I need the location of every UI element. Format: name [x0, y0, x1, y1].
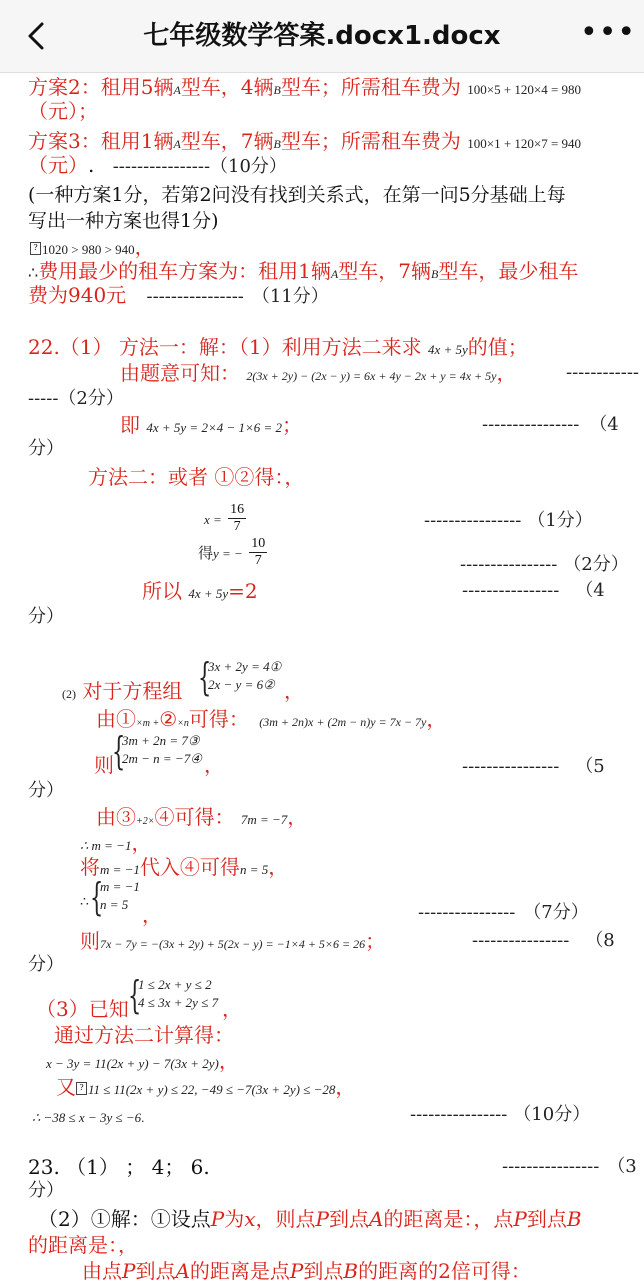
text: 费为940元: [28, 283, 127, 307]
q22-score-10: [410, 1102, 590, 1128]
missing-glyph-icon: ?: [30, 242, 41, 255]
equation-system: [122, 732, 202, 768]
formula: 7m = −7: [240, 812, 288, 827]
text: 则: [94, 753, 114, 777]
identity-line: [46, 1048, 239, 1077]
equation-system: [208, 658, 281, 694]
formula: (3m + 2n)x + (2m − n)y = 7x − 7y: [259, 715, 427, 729]
missing-glyph-icon: ?: [76, 1082, 87, 1095]
score-mark: （1分）: [527, 510, 593, 531]
text: ，: [134, 235, 155, 259]
text: ×n: [177, 718, 189, 729]
score-dashes: ------------: [566, 362, 639, 383]
point-label: A: [368, 1207, 384, 1231]
score-unit: 分）: [28, 954, 64, 975]
text: 到点: [135, 1259, 176, 1280]
point-label: P: [315, 1207, 329, 1231]
text: (一种方案1分，若第2问没有找到关系式，在第一问5分基础上每: [28, 184, 566, 206]
text: ×m +: [136, 718, 160, 729]
range-result-line: [32, 1102, 144, 1131]
text: （元）: [28, 153, 88, 177]
back-button[interactable]: [16, 14, 56, 58]
formula: 1020 > 980 > 940: [42, 242, 135, 257]
text: 代入④可得: [139, 855, 240, 879]
score-dashes: ----------------: [472, 930, 570, 951]
plan-3-unit: [28, 152, 287, 180]
point-label: B: [343, 1259, 359, 1280]
formula: x =: [204, 512, 222, 527]
fraction: [228, 502, 246, 535]
more-dots-icon: •••: [580, 15, 637, 50]
point-label: P: [210, 1207, 225, 1231]
text: +2×: [136, 816, 155, 827]
document-page: [0, 72, 644, 1280]
text: .: [141, 1110, 145, 1125]
text: 由①: [96, 707, 136, 731]
q23-part-2-line: [38, 1206, 582, 1232]
therefore-symbol: ∴: [28, 265, 39, 282]
text: 将: [80, 855, 100, 879]
text: (2): [62, 687, 76, 701]
text: ，: [496, 361, 517, 385]
plan-2-unit: [28, 98, 98, 124]
equation: 2x − y = 6②: [208, 677, 275, 692]
text: A: [173, 83, 181, 97]
text: （元）；: [28, 99, 98, 123]
score-mark: （4: [589, 414, 619, 435]
score-unit: 分）: [28, 438, 64, 459]
text: 通过方法二计算得：: [54, 1023, 234, 1047]
text: B: [273, 137, 281, 151]
score-mark: （11分）: [251, 286, 329, 307]
point-label: B: [566, 1207, 582, 1231]
solve-x: [204, 502, 246, 535]
formula: 100×1 + 120×7 = 940: [467, 136, 582, 151]
score-dashes: ----------------: [502, 1156, 600, 1177]
conclusion-cost: [28, 282, 329, 310]
text: ，: [222, 997, 242, 1021]
text: 型车，7辆: [338, 259, 431, 283]
text: 可得：: [188, 707, 249, 731]
equation: n = 5: [100, 897, 129, 912]
text: 型车；所需租车费为: [280, 75, 461, 99]
score-mark: （2分）: [58, 388, 124, 409]
equation: 3x + 2y = 4①: [208, 659, 282, 674]
text: 的距离是点: [189, 1259, 290, 1280]
text: 所以: [142, 579, 182, 603]
text: ，: [335, 1075, 356, 1099]
more-options-button[interactable]: [580, 15, 637, 56]
text: 到点: [526, 1207, 567, 1231]
text: ，: [426, 707, 447, 731]
q22-derivation: [120, 360, 516, 389]
text: 得: [198, 544, 214, 562]
point-label: P: [513, 1207, 527, 1231]
brace: {: [128, 973, 142, 1017]
formula: 4x + 5y: [427, 342, 468, 357]
text: 即: [120, 413, 140, 437]
score-dashes: ----------------: [462, 580, 560, 601]
score-mark: （10分）: [210, 156, 287, 177]
q22-score-4: [482, 412, 619, 438]
brace: {: [198, 655, 212, 699]
final-value-line: [80, 928, 385, 957]
score-mark: （7分）: [523, 902, 589, 923]
text: 的距离是：，: [28, 1233, 138, 1257]
numerator: 10: [251, 536, 266, 551]
formula: m = −1: [100, 862, 140, 877]
solution-system: [100, 878, 140, 914]
text: 到点: [328, 1207, 369, 1231]
formula: 4x + 5y: [188, 586, 229, 601]
inequality-system: [138, 976, 218, 1012]
q22-result: [120, 412, 302, 441]
point-label: P: [122, 1259, 136, 1280]
q23-heading: [28, 1154, 210, 1180]
plan-2-line: [28, 74, 581, 103]
text: 的值；: [467, 335, 528, 359]
bounds-line: [56, 1074, 355, 1103]
text: ，: [204, 753, 224, 777]
score-mark: （3: [607, 1156, 637, 1177]
numerator: 16: [230, 502, 245, 517]
text: 的距离是：，点: [383, 1207, 514, 1231]
variable: x: [244, 1207, 256, 1231]
text: ，: [268, 855, 289, 879]
inequality: 1 ≤ 2x + y ≤ 2: [138, 977, 212, 992]
text: ，: [284, 679, 304, 703]
document-title: 七年级数学答案.docx1.docx: [143, 21, 501, 51]
score-mark: （4: [575, 580, 605, 601]
text: 22.（1） 方法一：解：（1）利用方法二来求: [28, 335, 422, 359]
text: B: [273, 83, 281, 97]
q22-score-2b: [460, 552, 629, 578]
score-mark: （5: [575, 756, 605, 777]
formula: ∴ −38 ≤ x − 3y ≤ −6: [32, 1110, 142, 1125]
formula: 11 ≤ 11(2x + y) ≤ 22, −49 ≤ −7(3x + 2y) ≤ −28: [88, 1082, 336, 1097]
text: A: [173, 137, 181, 151]
solve-y: [198, 536, 267, 569]
score-unit: 分）: [28, 780, 64, 801]
note-line-1: [28, 182, 566, 208]
text: ，: [131, 831, 152, 855]
formula: n = 5: [239, 862, 269, 877]
brace: {: [90, 875, 104, 919]
denominator: 7: [254, 553, 262, 568]
score-mark: （8: [585, 930, 615, 951]
score-dashes: ----------------: [146, 286, 244, 307]
text: 由题意可知：: [120, 361, 240, 385]
text: 的距离的2倍可得：: [358, 1259, 531, 1280]
method-two-calc: [54, 1022, 234, 1048]
method-two-line: [88, 464, 304, 490]
text: ，: [287, 805, 308, 829]
text: .: [88, 153, 95, 177]
text: 又: [56, 1075, 76, 1099]
text: 为: [224, 1207, 245, 1231]
text: 费用最少的租车方案为：租用1辆: [38, 259, 331, 283]
text: 方案3：租用1辆: [28, 129, 174, 153]
text: ，: [218, 1049, 239, 1073]
fraction: [249, 536, 267, 569]
formula: x − 3y = 11(2x + y) − 7(3x + 2y): [46, 1056, 219, 1071]
q23-distance-b: [28, 1232, 138, 1258]
text: 方法二：或者 ①②得：，: [88, 465, 305, 489]
formula: 100×5 + 120×4 = 980: [467, 82, 582, 97]
score-dashes: ----------------: [410, 1104, 508, 1125]
text: 型车，最少租车: [438, 259, 579, 283]
score-unit: 分）: [28, 1180, 64, 1201]
formula: ∴ m = −1: [80, 838, 132, 853]
formula: 4x + 5y = 2×4 − 1×6 = 2: [146, 420, 283, 435]
formula: y = −: [213, 546, 243, 561]
score-dashes: ----------------: [112, 156, 211, 177]
text: 对于方程组: [82, 679, 183, 703]
score-dashes: -----: [28, 388, 59, 409]
text: ；: [282, 413, 303, 437]
text: A: [330, 267, 339, 281]
text: 由③: [96, 805, 136, 829]
equation: m = −1: [100, 879, 140, 894]
inequality: 4 ≤ 3x + 2y ≤ 7: [138, 995, 219, 1010]
q22-score-5: [462, 754, 605, 780]
score-dashes: ----------------: [460, 554, 558, 575]
formula: 2(3x + 2y) − (2x − y) = 6x + 4y − 2x + y = 4x + 5y: [246, 369, 497, 383]
q23-score-3: [502, 1154, 637, 1180]
q22-score-4b: [462, 578, 605, 604]
method-two-result: [142, 578, 258, 607]
text: 型车；所需租车费为: [280, 129, 461, 153]
brace: {: [112, 729, 126, 773]
text: （2）①解：①设点: [38, 1207, 211, 1231]
text: 方案2：租用5辆: [28, 75, 174, 99]
point-label: P: [289, 1259, 304, 1280]
formula: 7x − 7y = −(3x + 2y) + 5(2x − y) = −1×4 + 5×6 = 26: [100, 937, 366, 951]
score-mark: （2分）: [563, 554, 629, 575]
part-2-label: [62, 678, 182, 707]
text: 型车，7辆: [180, 129, 274, 153]
equation: 2m − n = −7④: [122, 751, 202, 766]
text: 型车，4辆: [180, 75, 274, 99]
note-line-2: [28, 208, 219, 234]
text: ②: [159, 707, 178, 731]
q22-score-2: [28, 386, 124, 412]
q22-score-1: [424, 508, 593, 534]
score-dashes: ----------------: [482, 414, 580, 435]
text: 23. （1） ； 4； 6.: [28, 1155, 210, 1179]
point-label: A: [175, 1259, 190, 1280]
text: 写出一种方案也得1分): [28, 210, 219, 232]
score-dashes: ----------------: [424, 510, 522, 531]
q22-heading: [28, 334, 528, 363]
denominator: 7: [233, 519, 241, 534]
text: ，则点: [255, 1207, 316, 1231]
q22-score-8: [472, 928, 615, 954]
score-mark: （10分）: [513, 1104, 591, 1125]
score-dashes: ----------------: [418, 902, 516, 923]
top-bar: [0, 0, 644, 73]
equation: 3m + 2n = 7③: [122, 733, 200, 748]
text: ；: [365, 929, 386, 953]
q23-condition-line: [82, 1258, 531, 1280]
therefore-symbol: ∴: [80, 895, 89, 910]
text: B: [431, 267, 439, 281]
text: ④可得：: [154, 805, 235, 829]
text: 则: [80, 929, 100, 953]
score-unit: 分）: [28, 606, 64, 627]
text: 由点: [82, 1259, 122, 1280]
text: 到点: [303, 1259, 344, 1280]
q22-score-7: [418, 900, 589, 926]
chevron-left-icon: [25, 21, 47, 51]
score-dashes: ----------------: [462, 756, 560, 777]
text: （3）已知: [36, 997, 129, 1021]
text: ，: [142, 903, 162, 927]
text: =2: [228, 579, 258, 603]
